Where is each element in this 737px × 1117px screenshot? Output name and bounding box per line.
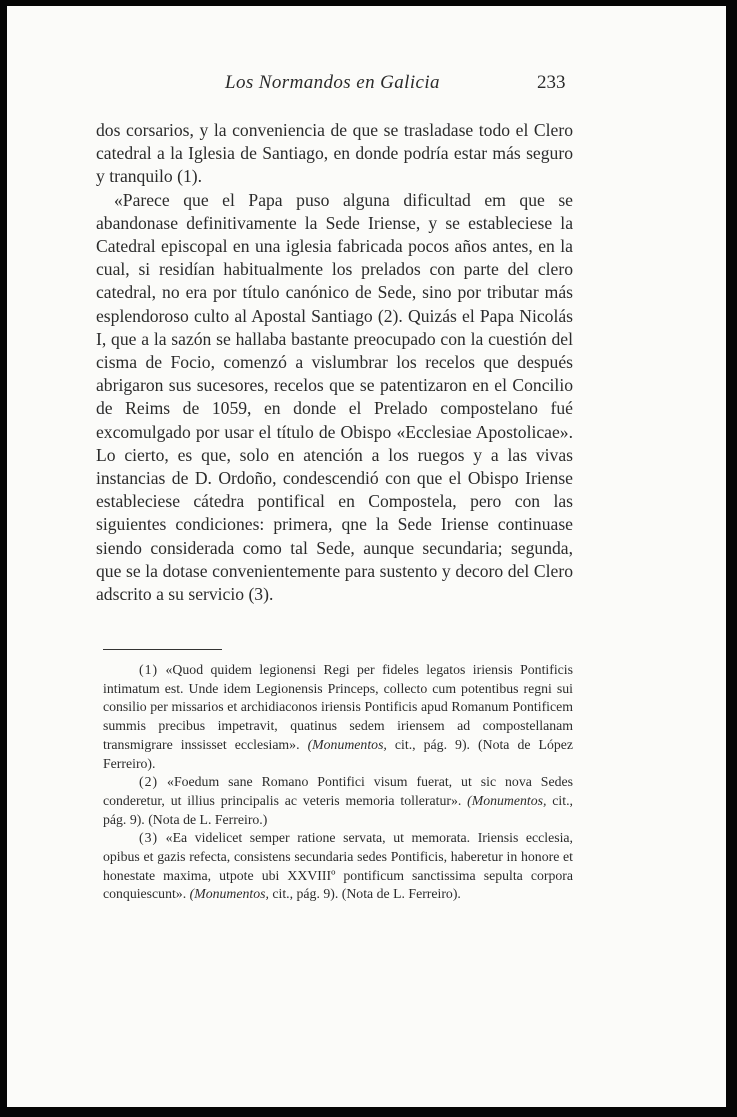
paragraph-end: . [197,166,203,187]
footnote-source: (Monumentos, [467,792,547,808]
page-number: 233 [537,72,566,93]
footnote-ref-1: (1) [177,166,198,187]
paragraph-end: . [268,584,274,605]
footnote-3 [103,829,573,904]
footnote-mark: (3) [139,830,159,846]
paragraph-1 [96,119,573,189]
footnote-mark: (2) [139,774,159,790]
main-text [96,119,573,606]
footnote-text: «Quod quidem legionensi Regi per fideles legatos iriensis Pontificis intimatum est. Unde idem Legionensis Princeps, collecto cum potentibus regni sui consilio per missarios et archidiaconos iriensis Pontificis apud Romanum Pontificem summis precibus impetravit, quatinus sedem iriensem ad compostellanam transmigrare inssisset ecclesiam». [103,662,573,752]
footnote-separator [103,649,222,650]
running-title: Los Normandos en Galicia [225,72,440,93]
paragraph-text: . Quizás el Papa Nicolás I, que a la sazón se hallaba bastante preocupado con la cuestión del cisma de Focio, comenzó a vislumbrar los recelos que después abrigaron sus sucesores, recelos que se patentizaron en el Concilio de Reims de 1059, en donde el Prelado compostelano fué excomulgado por usar el título de Obispo «Ecclesiae Apostolicae». Lo cierto, es que, solo en atención a los ruegos y a las vivas instancias de D. Ordoño, condescendió con que el Obispo Iriense estableciese cátedra pontifical en Compostela, pero con las siguientes condiciones: primera, qne la Sede Iriense continuase siendo considerada como tal Sede, aunque secundaria; segunda, que se la dotase convenientemente para sustento y decoro del Clero adscrito a su servicio [96,305,573,605]
paragraph-2 [96,189,573,607]
paragraph-text: «Parece que el Papa puso alguna dificultad em que se abandonase definitivamente la Sede Iriense, y se estableciese la Catedral episcopal en una iglesia fabricada pocos años antes, en la cual, si residían habitualmente los prelados con parte del clero catedral, no era por título canónico de Sede, sino por tributar más esplendoroso culto al Apostal Santiago [96,189,573,326]
footnote-source: (Monumentos, [307,736,387,752]
footnote-2 [103,773,573,829]
footnote-text: «Foedum sane Romano Pontifici visum fuerat, ut sic nova Sedes conderetur, ut illius principalis ac veteris memoria tolleratur». [103,774,573,808]
footnote-source: (Monumentos, [189,886,269,902]
paragraph-text: dos corsarios, y la conveniencia de que se trasladase todo el Clero catedral a la Iglesia de Santiago, en donde podría estar más seguro y tranquilo [96,120,573,187]
footnote-mark: (1) [139,662,159,677]
footnote-text: «Ea videlicet semper ratione servata, ut memorata. Iriensis ecclesia, opibus et gazis refecta, consistens secundaria sedes Pontificis, haberetur in honore et honestate maxima, utpote ubi XXVIIIº pontificum sanctissima sepulta corpora conquiescunt». [103,830,573,902]
footnote-ref-2: (2) [377,305,399,326]
footnote-tail: cit., pág. 9). (Nota de L. Ferreiro). [268,886,461,902]
book-page [7,6,726,1107]
footnote-tail: cit., pág. 9). (Nota de L. Ferreiro.) [103,792,573,827]
page-header [7,72,726,102]
footnote-1 [103,661,573,773]
footnotes [103,661,573,904]
footnote-ref-3: (3) [248,584,269,605]
footnote-tail: cit., pág. 9). (Nota de López Ferreiro). [103,736,573,771]
